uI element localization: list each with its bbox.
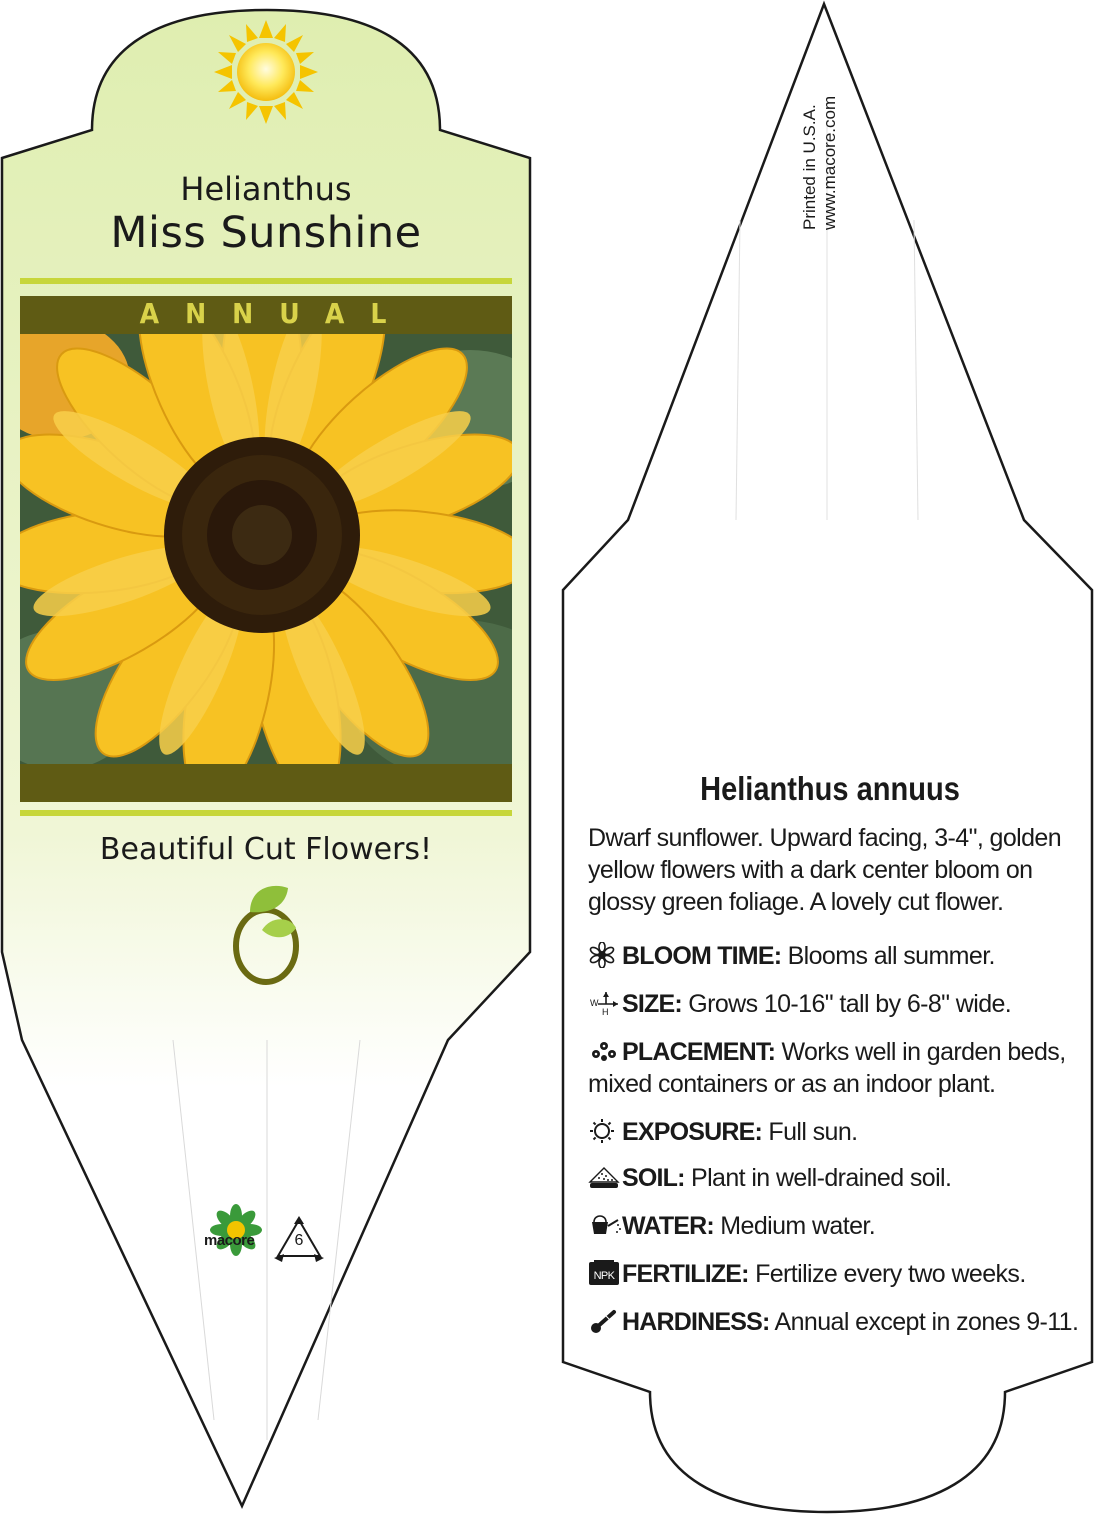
cultivar-name: Miss Sunshine	[110, 208, 422, 258]
attribute-value: Fertilize every two weeks.	[748, 1260, 1026, 1288]
fertilizer-npk-icon	[588, 1260, 622, 1286]
tagline: Beautiful Cut Flowers!	[99, 832, 433, 867]
attribute-label: SIZE:	[622, 990, 682, 1018]
genus-name: Helianthus	[180, 170, 352, 208]
attribute-label: SOIL:	[622, 1164, 685, 1192]
printer-info	[800, 40, 840, 230]
attribute-value: Grows 10-16" tall by 6-8" wide.	[681, 990, 1012, 1018]
attribute-value: Medium water.	[713, 1212, 876, 1240]
attribute-value: Annual except in zones 9-11.	[769, 1308, 1079, 1336]
attribute-value: Full sun.	[762, 1118, 858, 1146]
attribute-exposure	[588, 1116, 1088, 1148]
attribute-hardiness	[588, 1306, 1088, 1338]
bloom-time-icon	[588, 942, 622, 968]
website-text: www.macore.com	[820, 95, 839, 230]
attribute-soil	[588, 1162, 1088, 1194]
npk-label: NPK	[593, 1270, 615, 1282]
attribute-value: Blooms all summer.	[781, 942, 995, 970]
size-icon-height-letter: H	[602, 1007, 608, 1016]
attribute-label: BLOOM TIME:	[622, 942, 782, 970]
attribute-label: WATER:	[622, 1212, 714, 1240]
attribute-placement	[588, 1036, 1088, 1100]
attribute-value: Plant in well-drained soil.	[684, 1164, 952, 1192]
placement-icon	[588, 1038, 622, 1064]
attribute-label: FERTILIZE:	[622, 1260, 749, 1288]
attribute-label: PLACEMENT:	[622, 1038, 776, 1066]
attribute-fertilize	[588, 1258, 1088, 1290]
sun-exposure-icon	[588, 1118, 622, 1144]
size-icon	[588, 990, 622, 1016]
size-icon-width-letter: W	[590, 998, 598, 1008]
printed-in-text: Printed in U.S.A.	[800, 104, 819, 230]
brand-logo-text: macore	[204, 1232, 255, 1249]
watering-can-icon	[588, 1212, 622, 1238]
attribute-size	[588, 988, 1088, 1020]
soil-icon	[588, 1164, 622, 1190]
attribute-label: HARDINESS:	[622, 1308, 770, 1336]
attribute-water	[588, 1210, 1088, 1242]
attribute-value: Works well in garden beds, mixed containers or as an indoor plant.	[588, 1038, 1066, 1098]
botanical-name: Helianthus annuus	[700, 770, 960, 807]
plant-type-label: ANNUAL	[139, 297, 413, 330]
plant-description: Dwarf sunflower. Upward facing, 3-4", golden yellow flowers with a dark center bloom on glossy green foliage. A lovely cut flower.	[588, 824, 1062, 916]
thermometer-icon	[588, 1308, 622, 1334]
recycle-code: 6	[294, 1232, 304, 1249]
attribute-bloom-time	[588, 940, 1088, 972]
attribute-label: EXPOSURE:	[622, 1118, 763, 1146]
